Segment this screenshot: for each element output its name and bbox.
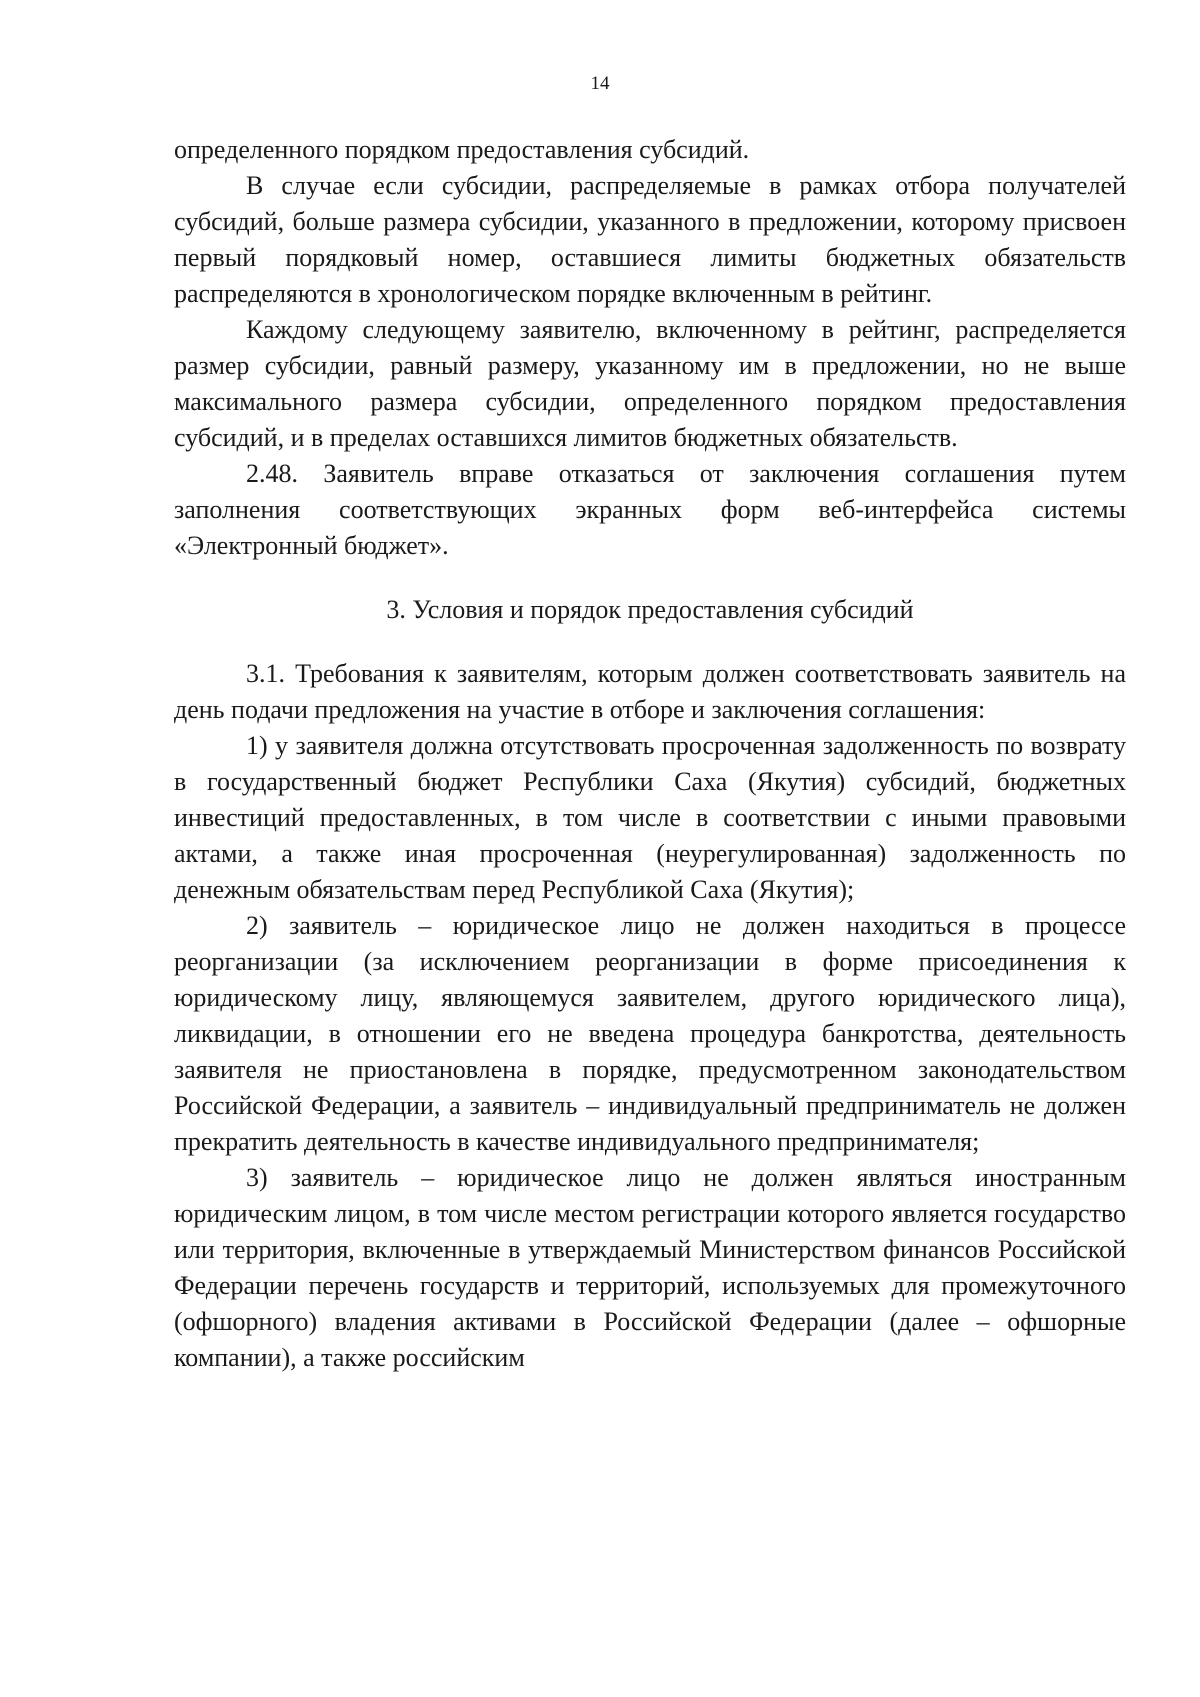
paragraph-continuation: определенного порядком предоставления субсидий. <box>174 135 750 164</box>
page-number: 14 <box>590 73 610 94</box>
paragraph-next-applicant: Каждому следующему заявителю, включенному в рейтинг, распределяется размер субсидии, равный размеру, указанному им в предложении, но не выше максимального размера субсидии, определенного порядком предоставления субсидий, и в пределах оставшихся лимитов бюджетных обязательств. <box>174 315 1126 452</box>
list-item-3: 3) заявитель – юридическое лицо не должен являться иностранным юридическим лицом, в том числе местом регистрации которого является государство или территория, включенные в утверждаемый Министерством финансов Российской Федерации перечень государств и территорий, используемых для промежуточного (офшорного) владения активами в Российской Федерации (далее – офшорные компании), а также российским <box>174 1163 1126 1372</box>
list-item-2: 2) заявитель – юридическое лицо не должен находиться в процессе реорганизации (за исключением реорганизации в форме присоединения к юридическому лицу, являющемуся заявителем, другого юридического лица), ликвидации, в отношении его не введена процедура банкротства, деятельность заявителя не приостановлена в порядке, предусмотренном законодательством Российской Федерации, а заявитель – индивидуальный предприниматель не должен прекратить деятельность в качестве индивидуального предпринимателя; <box>174 911 1126 1156</box>
paragraph-2-48: 2.48. Заявитель вправе отказаться от заключения соглашения путем заполнения соответствующих экранных форм веб-интерфейса системы «Электронный бюджет». <box>174 459 1126 560</box>
document-body <box>174 132 1126 1376</box>
list-item-1: 1) у заявителя должна отсутствовать просроченная задолженность по возврату в государственный бюджет Республики Саха (Якутия) субсидий, бюджетных инвестиций предоставленных, в том числе в соответствии с иными правовыми актами, а также иная просроченная (неурегулированная) задолженность по денежным обязательствам перед Республикой Саха (Якутия); <box>174 731 1126 904</box>
paragraph-3-1: 3.1. Требования к заявителям, которым должен соответствовать заявитель на день подачи предложения на участие в отборе и заключения соглашения: <box>174 659 1126 724</box>
paragraph-subsidy-distribution: В случае если субсидии, распределяемые в рамках отбора получателей субсидий, больше размера субсидии, указанного в предложении, которому присвоен первый порядковый номер, оставшиеся лимиты бюджетных обязательств распределяются в хронологическом порядке включенным в рейтинг. <box>174 171 1126 308</box>
section-heading: 3. Условия и порядок предоставления субсидий <box>386 595 914 624</box>
